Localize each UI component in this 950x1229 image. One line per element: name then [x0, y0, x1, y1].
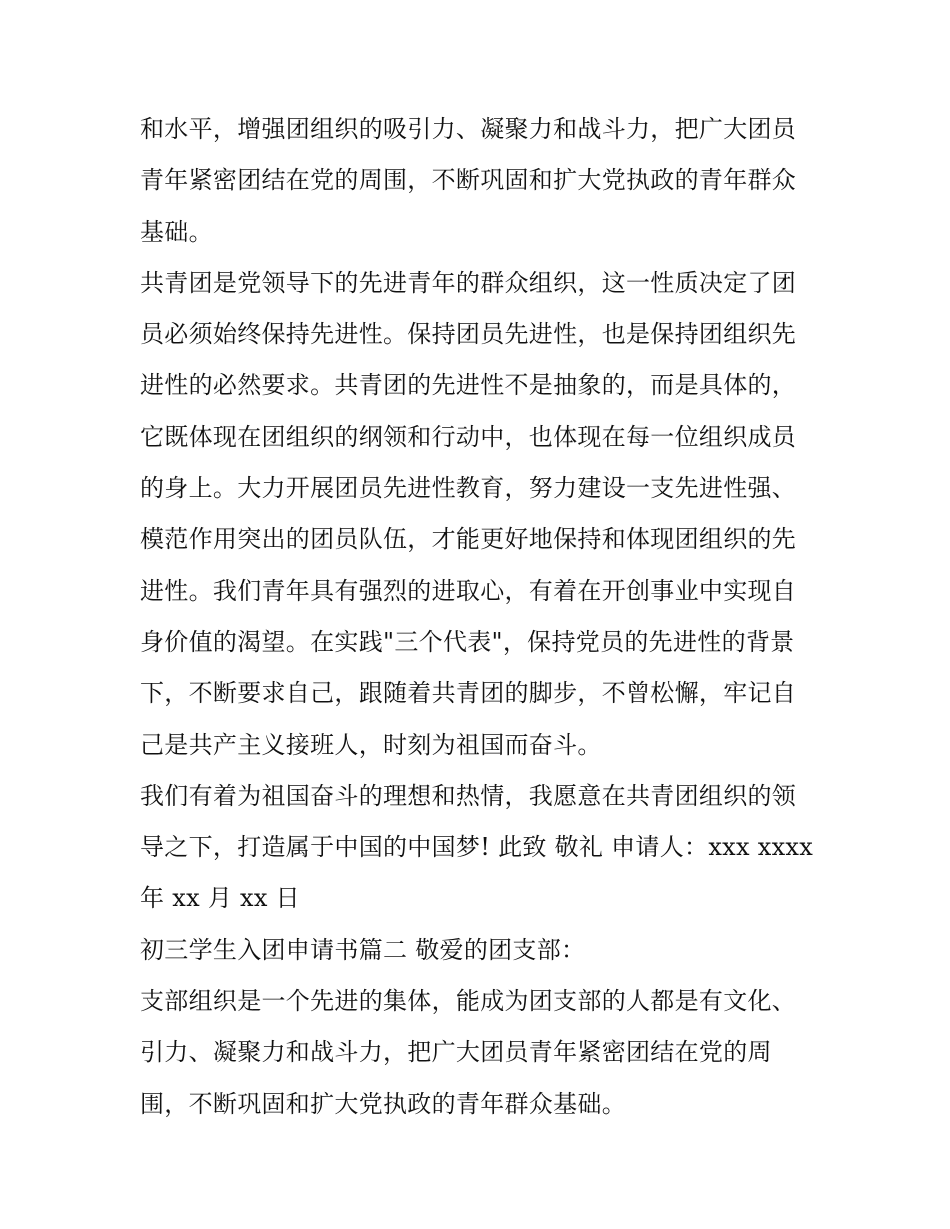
- text-line: 青年紧密团结在党的周围，不断巩固和扩大党执政的青年群众: [140, 166, 797, 195]
- text-line: 员必须始终保持先进性。保持团员先进性，也是保持团组织先: [140, 320, 797, 349]
- text-line: 己是共产主义接班人，时刻为祖国而奋斗。: [140, 730, 602, 759]
- text-line: 进性的必然要求。共青团的先进性不是抽象的，而是具体的，: [140, 371, 797, 400]
- text-line: 我们有着为祖国奋斗的理想和热情，我愿意在共青团组织的领: [140, 781, 797, 810]
- text-line: 和水平，增强团组织的吸引力、凝聚力和战斗力，把广大团员: [140, 115, 797, 143]
- section-heading: 初三学生入团申请书篇二 敬爱的团支部：: [140, 935, 586, 964]
- document-body: [140, 104, 840, 1130]
- text-line: 基础。: [140, 217, 213, 246]
- text-line: 引力、凝聚力和战斗力，把广大团员青年紧密团结在党的周: [140, 1038, 772, 1067]
- text-line: 导之下，打造属于中国的中国梦! 此致 敬礼 申请人：xxx xxxx: [140, 833, 814, 862]
- text-line: 共青团是党领导下的先进青年的群众组织，这一性质决定了团: [140, 268, 797, 297]
- text-line: 的身上。大力开展团员先进性教育，努力建设一支先进性强、: [140, 474, 797, 503]
- text-line: 支部组织是一个先进的集体，能成为团支部的人都是有文化、: [140, 987, 797, 1016]
- text-line: 年 xx 月 xx 日: [140, 884, 300, 913]
- text-line: 身价值的渴望。在实践"三个代表"，保持党员的先进性的背景: [140, 627, 795, 656]
- text-line: 进性。我们青年具有强烈的进取心，有着在开创事业中实现自: [140, 576, 797, 605]
- text-line: 模范作用突出的团员队伍，才能更好地保持和体现团组织的先: [140, 525, 797, 554]
- text-line: 下，不断要求自己，跟随着共青团的脚步，不曾松懈，牢记自: [140, 679, 797, 708]
- text-line: 围，不断巩固和扩大党执政的青年群众基础。: [140, 1089, 626, 1118]
- text-line: 它既体现在团组织的纲领和行动中，也体现在每一位组织成员: [140, 422, 797, 451]
